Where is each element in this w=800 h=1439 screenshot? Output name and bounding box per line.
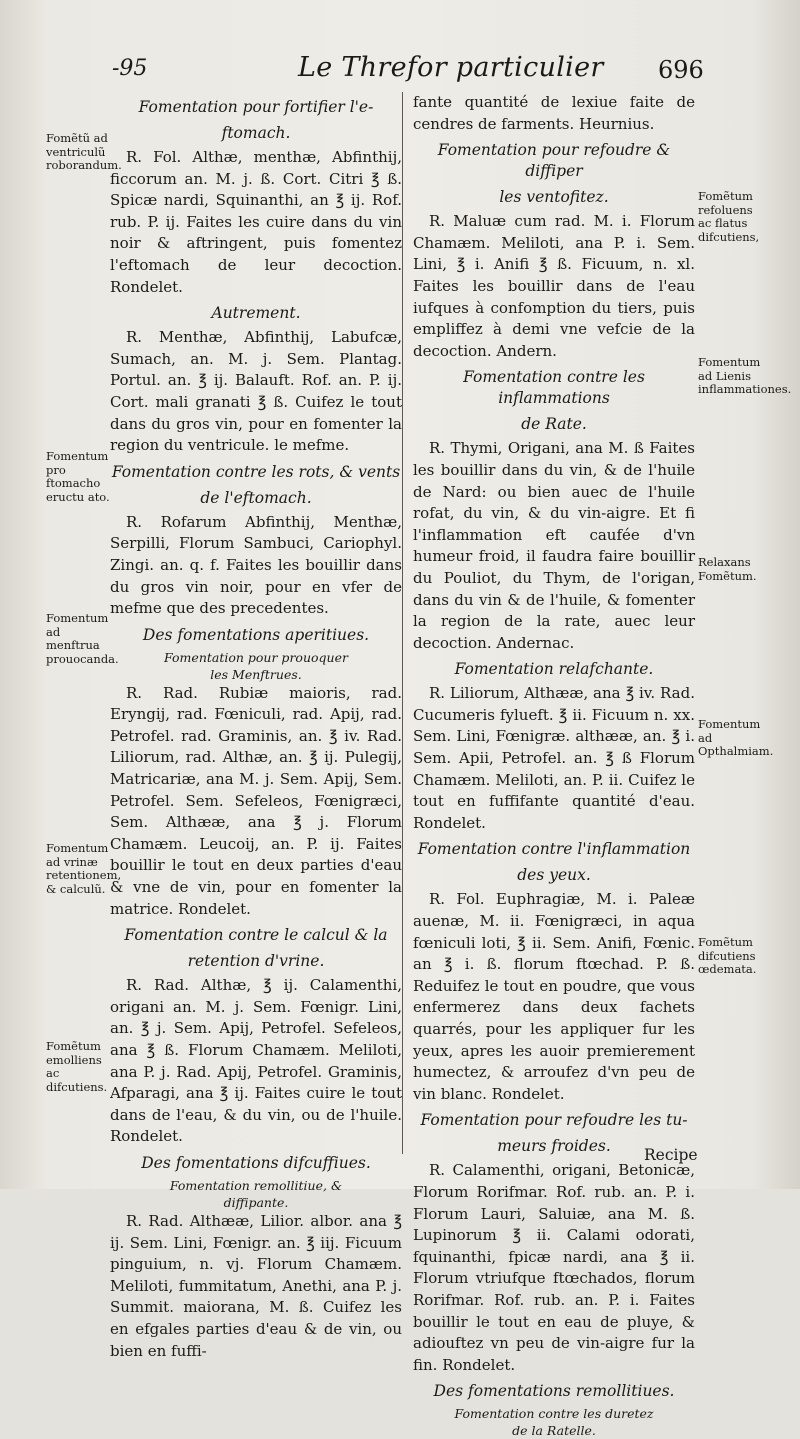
section-subheading: les Menftrues. [210, 666, 302, 682]
margin-note: Fomentum ad menftrua prouocanda. [46, 611, 119, 666]
paragraph: R. Thymi, Origani, ana M. ß Faites les bouillir dans du vin, & de l'huile de Nard: ou bien auec de l'huile rofat, du vin, & du vin-aigre. Et fi l'inflammation eft caufée d'vn humeur froid, il faudra faire bouillir du Pouliot, du Thym, de l'origan, dans du vin & de l'huile, & fomenter la region de la rate, auec leur decoction. Andernac. [413, 439, 695, 652]
section-subheading: diffipante. [223, 1194, 289, 1210]
section-heading: Fomentation contre l'inflammation [417, 840, 691, 859]
catchword: Recipe [644, 1146, 698, 1164]
section-heading: de l'eftomach. [200, 488, 312, 507]
margin-note: Fomẽtum emolliens ac difcutiens. [46, 1039, 108, 1094]
section-heading: retention d'vrine. [187, 952, 325, 971]
section-subheading: Fomentation remollitiue, & [169, 1177, 343, 1193]
section-heading: Des fomentations difcuffiues. [141, 1153, 371, 1172]
section-heading: Fomentation contre le calcul & la [124, 926, 388, 945]
margin-note: Fomentum ad Lienis inflammationes. [698, 355, 792, 396]
paragraph: R. Fol. Euphragiæ, M. i. Paleæ auenæ, M. ii. Fœnigræci, in aqua fœniculi loti, ℥ ii. Sem. Anifi, Fœnic. an ℥ i. ß. florum ftœchad. P. ß. Reduifez le tout en poudre, que vous enfermerez dans deux fachets quarrés, pour les appliquer fur les yeux, apres les auoir premierement humectez, & arroufez d'vn peu de vin blanc. Rondelet. [413, 890, 695, 1103]
paragraph: R. Rad. Althæ, ℥ ij. Calamenthi, origani an. M. j. Sem. Fœnigr. Lini, an. ℥ j. Sem. Apij, Petrofel. Sefeleos, ana ℥ ß. Florum Chamæm. Meliloti, ana P. j. Rad. Apij, Petrofel. Graminis, Afparagi, ana ℥ ij. Faites cuire le tout dans de l'eau, & du vin, ou de l'huile. Rondelet. [110, 976, 402, 1146]
section-subheading: Fomentation contre les duretez [454, 1406, 654, 1422]
section-heading: Des fomentations aperitiues. [142, 625, 370, 644]
page-number: 696 [658, 56, 704, 84]
section-heading: Fomentation pour refoudre les tu- [420, 1111, 688, 1130]
section-subheading: de la Ratelle. [512, 1423, 596, 1439]
paragraph: R. Liliorum, Althææ, ana ℥ iv. Rad. Cucumeris fylueft. ℥ ii. Ficuum n. xx. Sem. Lini, Fœnigræ. althææ, an. ℥ i. Sem. Apii, Petrofel. an. ℥ ß Florum Chamæm. Meliloti, an. P. ii. Cuifez le tout en fuffifante quantité d'eau. Rondelet. [413, 684, 695, 832]
section-heading: ftomach. [221, 124, 291, 142]
margin-note: Fomentum ad Opthalmiam. [698, 717, 774, 758]
section-heading: de Rate. [521, 415, 587, 434]
margin-note: Fomentum pro ftomacho eructu ato. [46, 449, 110, 504]
paragraph: R. Rad. Rubiæ maioris, rad. Eryngij, rad. Fœniculi, rad. Apij, rad. Petrofel. rad. Graminis, an. ℥ iv. Rad. Liliorum, rad. Althæ, an. ℥ ij. Pulegij, Matricariæ, ana M. j. Sem. Apij, Sem. Petrofel. Sem. Sefeleos, Fœnigræci, Sem. Althææ, ana ℥ j. Florum Chamæm. Leucoij, an. P. ij. Faites bouillir le tout en deux parties d'eau & vne de vin, pour en fomenter la matrice. Rondelet. [110, 683, 402, 918]
paragraph: fante quantité de lexiue faite de cendres de farments. Heurnius. [413, 93, 695, 133]
margin-note: Fomentum ad vrinæ retentionem, & calculũ. [46, 841, 122, 896]
paragraph: R. Maluæ cum rad. M. i. Florum Chamæm. Meliloti, ana P. i. Sem. Lini, ℥ i. Anifi ℥ ß. Ficuum, n. xl. Faites les bouillir dans de l'eau iufques à confomption du tiers, puis empliffez à demi vne vefcie de la decoction. Andern. [413, 212, 695, 360]
running-head [0, 52, 800, 92]
section-heading: Fomentation contre les inflammations [463, 368, 645, 408]
section-heading: Fomentation pour refoudre & diffiper [437, 141, 671, 181]
section-heading: Fomentation relafchante. [454, 660, 654, 679]
paragraph: R. Calamenthi, origani, Betonicæ, Florum Rorifmar. Rof. rub. an. P. i. Florum Lauri, Saluiæ, ana M. ß. Lupinorum ℥ ii. Calami odorati, fquinanthi, fpicæ nardi, ana ℥ ii. Florum vtriufque ftœchados, florum Rorifmar. Rof. rub. an. P. i. Faites bouillir le tout en eau de pluye, & adiouftez vn peu de vin-aigre fur la fin. Rondelet. [413, 1161, 695, 1374]
running-title: Le Threfor particulier [298, 52, 604, 83]
section-heading: meurs froides. [497, 1137, 611, 1156]
margin-note: Fomẽtũ ad ventriculũ roborandum. [46, 131, 122, 172]
section-heading: des yeux. [517, 866, 591, 885]
section-heading: Fomentation pour fortifier l'e- [138, 98, 374, 116]
margin-note: Fomẽtum refoluens ac flatus difcutiens, [698, 189, 760, 244]
paragraph: R. Menthæ, Abfinthij, Labufcæ, Sumach, an. M. j. Sem. Plantag. Portul. an. ℥ ij. Balauft. Rof. an. P. ij. Cort. mali granati ℥ ß. Cuifez le tout dans du gros vin, pour en fomenter la region du ventricule. le mefme. [110, 328, 402, 455]
paragraph: R. Rad. Althææ, Lilior. albor. ana ℥ ij. Sem. Lini, Fœnigr. an. ℥ iij. Ficuum pinguium, n. vj. Florum Chamæm. Meliloti, fummitatum, Anethi, ana P. j. Summit. maiorana, M. ß. Cuifez les en efgales parties d'eau & de vin, ou bien en fuffi- [110, 1211, 402, 1360]
paragraph: R. Rofarum Abfinthij, Menthæ, Serpilli, Florum Sambuci, Cariophyl. Zingi. an. q. f. Faites les bouillir dans du gros vin noir, pour en vfer de mefme que des precedentes. [110, 512, 402, 618]
right-column [413, 92, 695, 1439]
section-heading: les ventofitez. [499, 188, 609, 207]
paragraph: R. Fol. Althæ, menthæ, Abfinthij, ficcorum an. M. j. ß. Cort. Citri ℥ ß. Spicæ nardi, Squinanthi, an ℥ ij. Rof. rub. P. ij. Faites les cuire dans du vin noir & aftringent, puis fomentez l'eftomach de leur decoction. Rondelet. [110, 148, 402, 296]
margin-note: Relaxans Fomẽtum. [698, 555, 757, 583]
left-column [110, 92, 402, 1362]
folio-left: -95 [112, 56, 148, 81]
column-divider [402, 92, 403, 1154]
section-subheading: Fomentation pour prouoquer [164, 649, 348, 665]
section-heading: Fomentation contre les rots, & vents [111, 462, 401, 481]
section-heading: Des fomentations remollitiues. [433, 1382, 675, 1401]
margin-note: Fomẽtum difcutiens œdemata. [698, 935, 757, 976]
section-heading: Autrement. [211, 304, 301, 323]
